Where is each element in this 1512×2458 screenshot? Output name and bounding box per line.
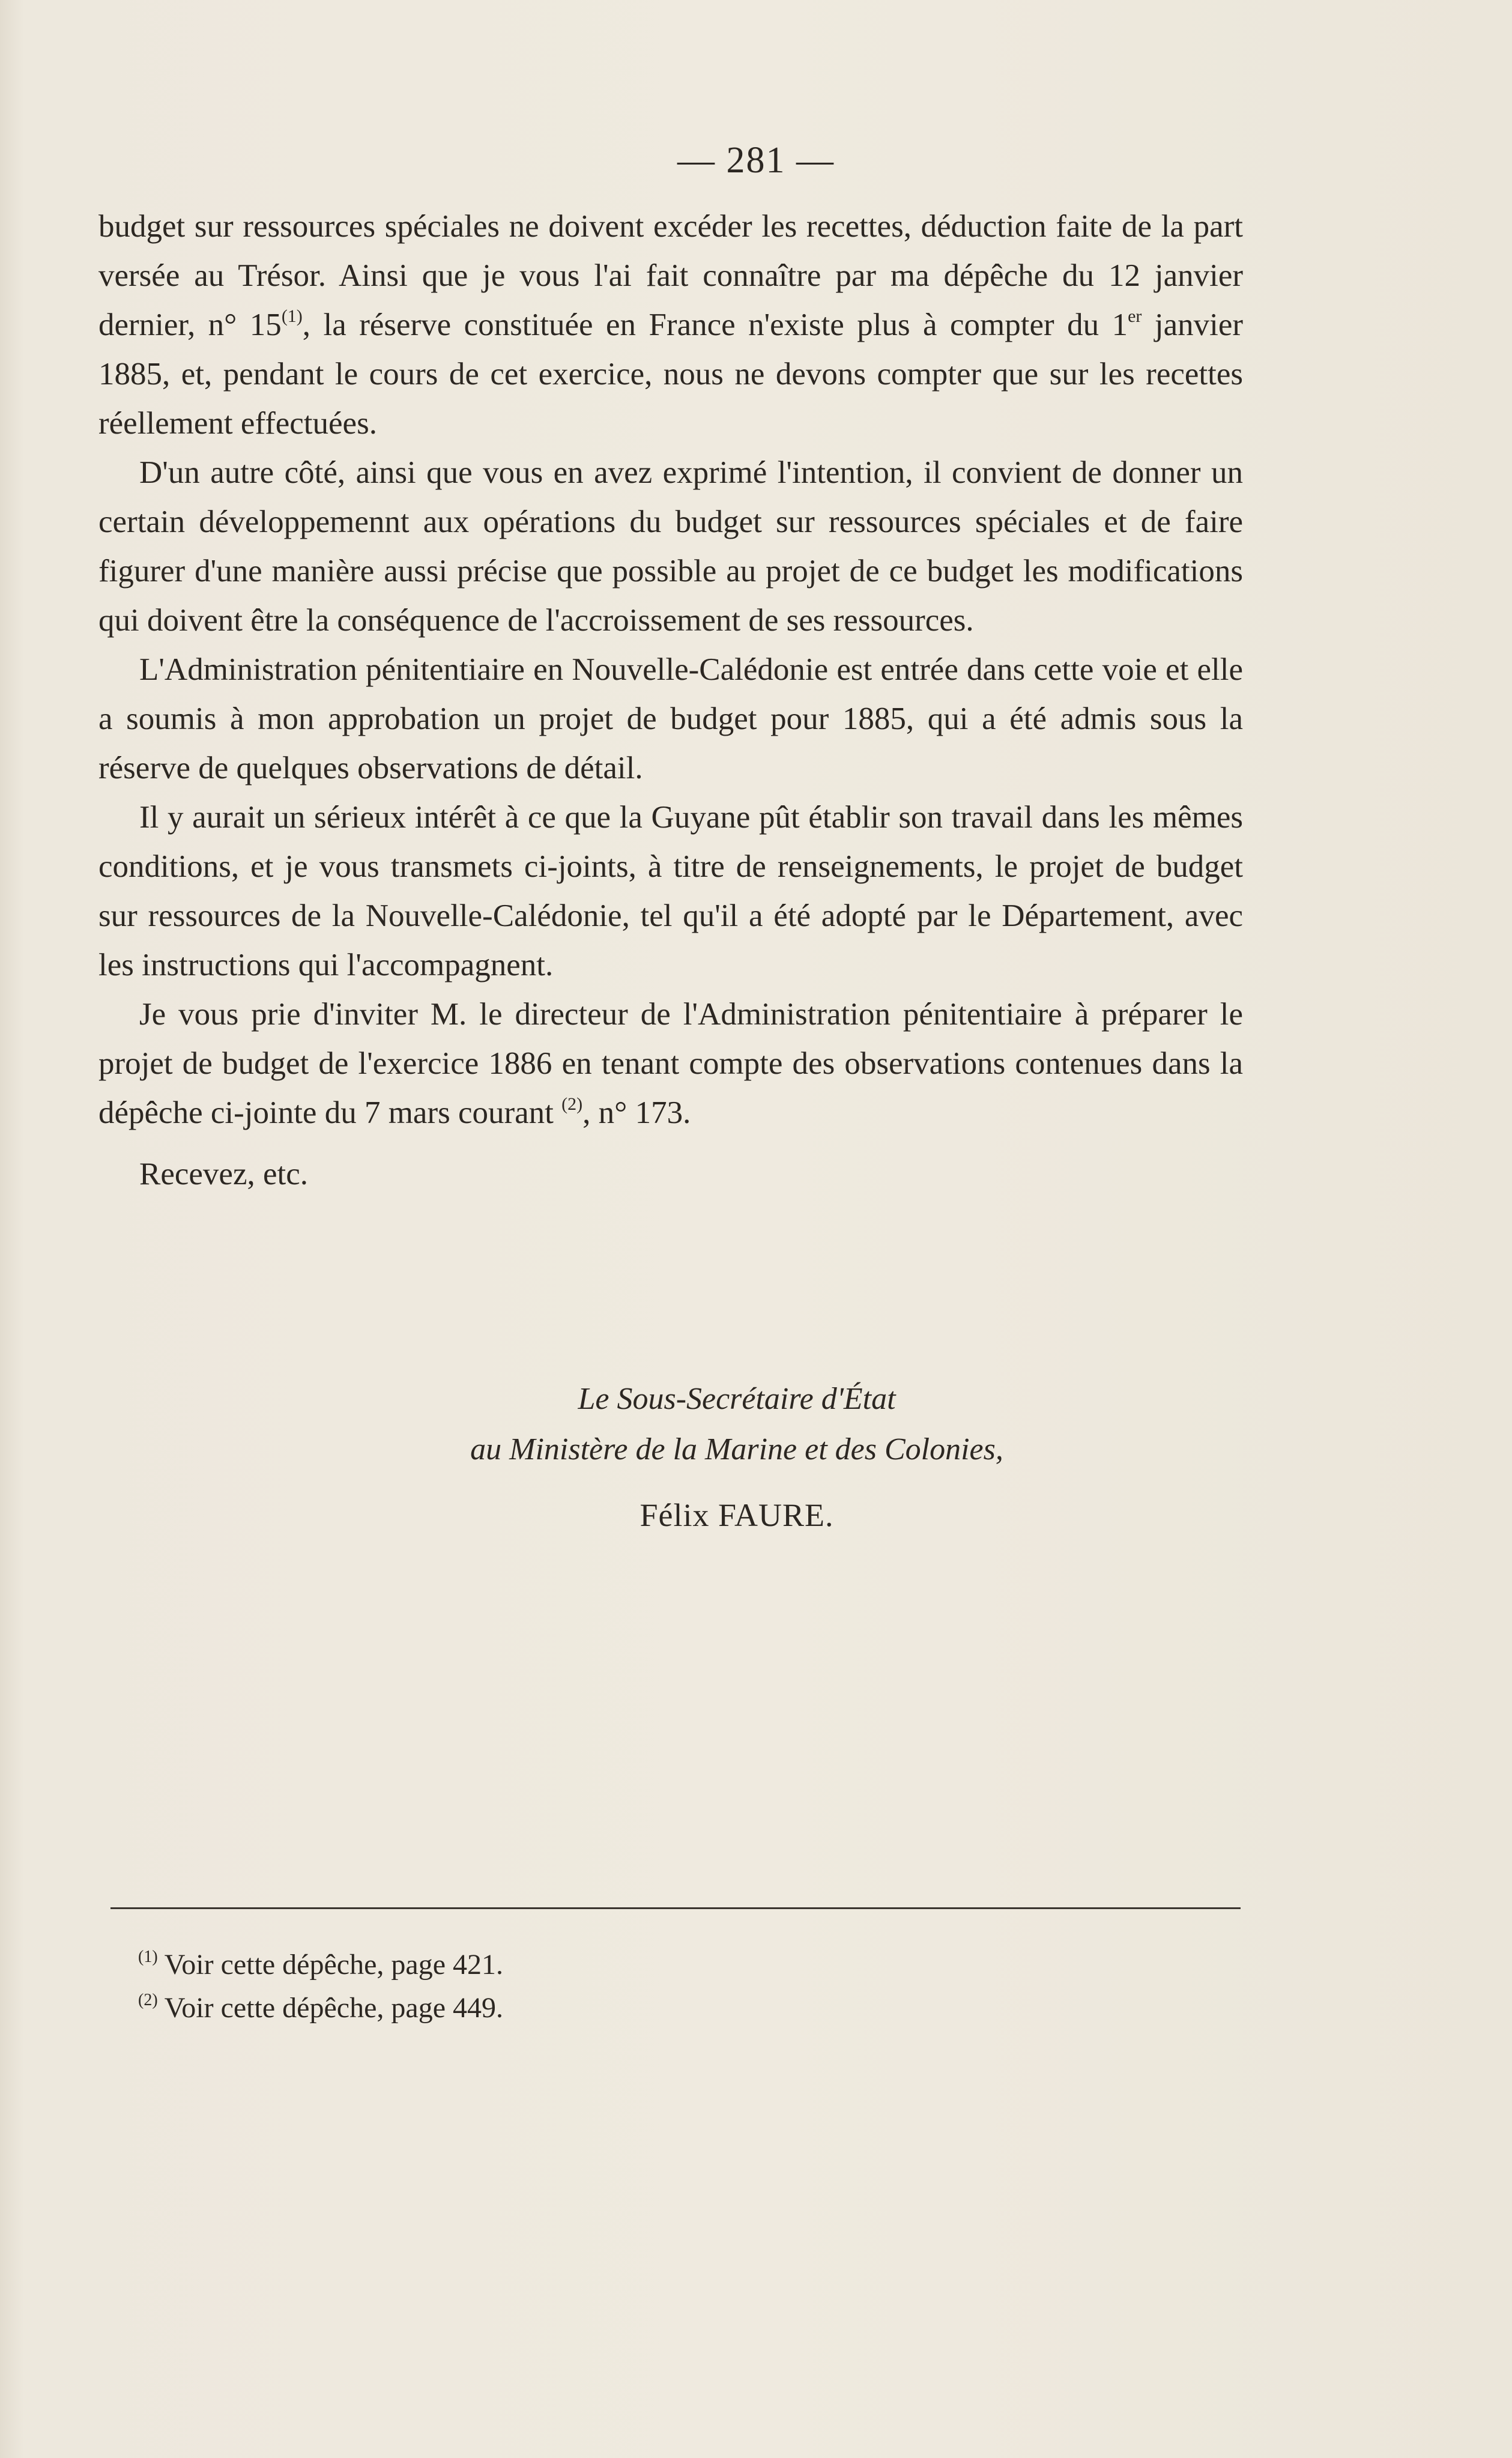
footnote-1 [138,1943,1159,1987]
paragraph-nouvelle-caledonie: L'Administration pénitentiaire en Nouvelle-Calédonie est entrée dans cette voie et elle a soumis à mon approbation un projet de budget pour 1885, qui a été admis sous la réserve de quelques observations de détail. [98,652,1243,786]
footnote-divider [110,1907,1241,1909]
footnote-2 [138,1987,1159,2030]
paragraph-text: janvier 1885, et, pendant le cours de cet exercice, nous ne devons compter que sur les recettes réellement effectuées. [98,307,1243,441]
paragraph-guyane: Il y aurait un sérieux intérêt à ce que la Guyane pût établir son travail dans les mêmes conditions, et je vous transmets ci-joints, à titre de renseignements, le projet de budget sur ressources de la Nouvelle-Calédonie, tel qu'il a été adopté par le Département, avec les instructions qui l'accompagnent. [98,800,1243,982]
paragraph-budget-reserve [98,202,1243,448]
page-number: — 281 — [677,140,835,181]
paragraph-text: Je vous prie d'inviter M. le directeur de l'Administration pénitentiaire à préparer le projet de budget de l'exercice 1886 en tenant compte des observations contenues dans la dépêche ci-jointe du 7 mars courant [98,997,1243,1130]
footnote-mark: (1) [138,1948,158,1966]
signature-name: Félix FAURE. [640,1497,834,1533]
paragraph-request [98,990,1243,1137]
footnotes [138,1943,1159,2030]
footnote-ref-1: (1) [281,306,303,326]
footnote-text: Voir cette dépêche, page 449. [164,1992,504,2024]
footnote-text: Voir cette dépêche, page 421. [164,1949,504,1981]
ordinal-suffix: er [1128,306,1142,326]
footnote-mark: (2) [138,1991,158,2009]
paragraph-development: D'un autre côté, ainsi que vous en avez exprimé l'intention, il convient de donner un certain développemennt aux opérations du budget sur ressources spéciales et de faire figurer d'une manière aussi précise que possible au projet de ce budget les modifications qui doivent être la conséquence de l'accroissement de ses ressources. [98,455,1243,638]
paragraph-text: , la réserve constituée en France n'existe plus à compter du 1 [302,307,1128,342]
signature-title: Le Sous-Secrétaire d'État [578,1382,896,1416]
signature-ministry: au Ministère de la Marine et des Colonies, [470,1432,1003,1467]
footnote-ref-2: (2) [561,1094,583,1114]
closing-salutation: Recevez, etc. [139,1157,308,1191]
paragraph-text: , n° 173. [582,1095,691,1130]
body-text [98,202,1243,1199]
paragraph-text: budget sur ressources spéciales ne doivent excéder les recettes, déduction faite de la part versée au Trésor. Ainsi que je vous l'ai fait connaître par ma dépêche du 12 janvier dernier, n° 15 [98,209,1243,342]
